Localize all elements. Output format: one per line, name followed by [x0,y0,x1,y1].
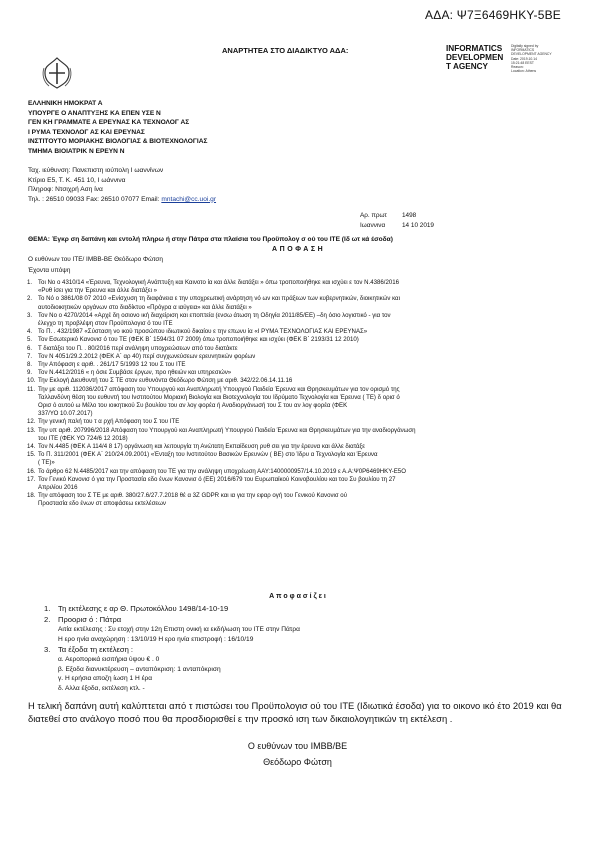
consideration-text: Το Π. . 432/1987 «Σύσταση νο ικού προσώπου ιδιωτικού δικαίου ε την επωνυ ία «Ι ΡΥΜΑ ΤΕΧΝΟΛΟΓΙΑΣ ΚΑΙ ΕΡΕΥΝΑΣ» [38,328,368,336]
consideration-number: 8. [27,361,33,369]
signatory-title: Ο ευθύνων του ΙΜΒΒ/ΒΕ [247,741,348,751]
consideration-number: 17. [27,475,36,483]
consideration-text: Ορισ ό αυτού ω Μέλο του ιοικητικού Συ βουλίου του αν λογ φορέα ή Αναδιοργάνωσή του Σ του αν λογ φορέα (ΦΕΚ [38,402,348,410]
contact-person: Πληροφ: Ντσιχρή Αση ίνα [28,186,103,193]
consideration-item [28,402,568,410]
consideration-item [28,435,568,443]
consideration-item [28,459,568,467]
consideration-text: Το Π. 311/2001 (ΦΕΚ Α΄ 210/24.09.2001) «Ένταξη του Ινστιτούτου Βασικών Ερευνών ( ΒΕ) στο Ίδρυ α Τεχνολογία και Έρευνα [38,451,378,459]
decision-number: 3. [44,645,51,654]
header-line: ΓΕΝ ΚΗ ΓΡΑΜΜΑΤΕ Α ΕΡΕΥΝΑΣ ΚΑ ΤΕΧΝΟΛΟΓ ΑΣ [28,119,190,126]
protocol-value: 1498 [402,212,417,219]
responsible-person: Ο ευθύνων του ΙΤΕ/ ΙΜΒΒ-ΒΕ Θεόδωρο Φώτση [28,256,163,263]
reference-block [360,211,434,231]
decision-item [44,644,300,655]
consideration-number: 15. [27,451,36,459]
decision-number: 1. [44,604,51,613]
decision-text: α. Αεροπορικά εισιτήρια ύψου € . 0 [58,656,160,663]
considerations-intro: Έχοντα υπόψη [28,267,71,274]
consideration-number: 11. [27,385,36,393]
consideration-text: Το άρθρο 62 Ν.4485/2017 και την απόφαση του ΤΕ για την ανάληψη υποχρέωση ΑΑΥ:1400000957/14.10.2019 ε Α.Α:Ψ0Ρ6469ΗΚΥ-Ε5Ο [38,467,406,475]
consideration-text: αυτοδιοικητικών οργάνων στο διαδίκτυο «Πρόγρα α ιαύγεια» και άλλε διατάξει » [38,303,252,311]
digital-signature-details [511,44,552,73]
consideration-text: Τ διατάξει του Π. . 80/2016 περί ανάληψη υποχρεώσεων από του διατάκτε [38,344,238,352]
place-label: Ιωαννινα [360,222,386,229]
consideration-item [28,418,568,426]
signature-detail: 15:21:48 EEST [511,60,534,65]
decision-text: Αιτία εκτέλεσης : Συ ετοχή στην 12η Επιστη ονική ια εκδήλωση του ΙΤΕ στην Πάτρα [58,626,300,633]
consideration-number: 5. [27,336,33,344]
consideration-item [28,500,568,508]
institution-header [28,99,207,156]
consideration-item [28,377,568,385]
consideration-text: έλεγχο τη προβλέψη στον Προϋπολογισ ό του ΙΤΕ [38,320,173,328]
decision-title: Α Π Ο Φ Α Σ Η [272,246,323,253]
consideration-number: 9. [27,369,33,377]
consideration-text: Τον Ν 4051/29.2.2012 (ΦΕΚ Α΄ αρ 40) περί συγχωνεύσεων ερευνητικών φορέων [38,352,256,360]
building: Κτίριο Ε5, Τ. Κ. 451 10, Ι ωάννινα [28,176,126,184]
decision-text: Προορισ ό : Πάτρα [58,615,122,624]
consideration-item [28,287,568,295]
consideration-number: 2. [27,295,33,303]
consideration-item [28,410,568,418]
signature-detail: Reason: [511,65,524,70]
consideration-number: 7. [27,352,33,360]
consideration-item [28,386,568,394]
consideration-text: ( ΤΕ)» [38,459,55,467]
decision-text: Η ερο ηνία αναχώρηση : 13/10/19 Η ερο ηνία επιστροφή : 16/10/19 [58,635,254,643]
consideration-number: 10. [27,377,36,385]
decision-number: 2. [44,615,51,624]
decision-item [44,603,300,614]
decision-item [44,614,300,625]
funding-paragraph: Η τελική δαπάνη αυτή καλύπτεται από τ πιστώσει του Προϋπολογισ ού του ΙΤΕ (Ιδιωτικά έσοδα) για το οικονο ικό έτο 2019 και θα διατεθεί στο ανάλογο ποσό που θα προσδιορισθεί ε την προσκό ιση των δικαιολογητικών τη εκτέλεση . [28,700,562,724]
consideration-item [28,427,568,435]
consideration-text: του ΙΤΕ (ΦΕΚ ΥΟ 724/6 12 2018) [38,434,128,442]
consideration-item [28,295,568,303]
decision-item [44,684,300,694]
consideration-text: Την Εκλογή Διευθυντή του Σ ΤΕ στον ευθυνόντα Θεόδωρο Φώτση με αριθ. 342/22.06.14.11.16 [38,377,293,385]
signature-detail: DEVELOPMENT AGENCY [511,52,552,57]
decision-items [44,603,300,693]
protocol-label: Αρ. πρωτ [360,212,387,219]
decision-item [44,625,300,635]
consideration-text: Τον Γενικό Κανονισ ό για την Προστασία εδο ένων Κανονισ ό (ΕΕ) 2016/679 του Ευρωπαϊκού Κοινοβουλίου και του Συ βουλίου τη 27 [38,475,396,483]
consideration-text: Το Νό ο 3861/08 07 2010 «Ενίσχυση τη διαφάνεια ε την υποχρεωτική ανάρτηση νό ων και πράξεων των κυβερνητικών, διοικητικών και [38,295,400,303]
consideration-number: 12. [27,418,36,426]
consideration-item [28,320,568,328]
consideration-item [28,476,568,484]
decides-title: Α π ο φ α σ ί ζ ε ι [269,593,326,600]
consideration-item [28,451,568,459]
consideration-item [28,328,568,336]
consideration-item [28,369,568,377]
consideration-text: Τον Ν.4485 (ΦΕΚ Α 114/4 8 17) οργάνωση και λειτουργία τη Ανώτατη Εκπαίδευση ρυθ σει για την έρευνα και άλλε διατάξε [38,443,365,451]
phone: Τηλ. : 26510 09033 Fax: 26510 07077 Email: [28,195,162,203]
address: Ταχ. ιεύθυνση: Πανεπιστη ιούπολη Ι ωαννίνων [28,167,164,174]
decision-text: Τη εκτέλεσης ε αρ Θ. Πρωτοκόλλου 1498/14-10-19 [58,604,229,613]
date-value: 14 10 2019 [402,222,434,229]
consideration-text: Προστασία εδο ένων στ αποφάσεω εκτελέσεων [38,500,166,508]
date-row [360,221,434,231]
decision-text: γ. Η ερήσια αποζη ίωση 1 Η έρα [58,675,153,682]
consideration-text: 337/ΥΟ 10.07.2017) [38,410,93,418]
header-line: ΤΜΗΜΑ ΒΙΟΙΑΤΡΙΚ Ν ΕΡΕΥΝ Ν [28,147,125,155]
consideration-number: 4. [27,328,33,336]
consideration-text: Απριλίου 2016 [38,484,78,492]
signature-detail: Digitally signed by [511,44,539,48]
phone-line [28,195,216,205]
consideration-text: Τον Εσωτερικό Κανονισ ό του ΤΕ (ΦΕΚ Β΄ 1594/31 07 2009) όπω τροποποιήθηκε και ισχύει (ΦΕΚ Β΄ 2193/31 12 2010) [38,336,359,344]
considerations-list [28,279,568,509]
consideration-item [28,361,568,369]
consideration-item [28,468,568,476]
decision-text: δ. Αλλα έξοδα, εκτέλεση κτλ. - [58,684,145,692]
consideration-item [28,492,568,500]
contact-info [28,166,216,204]
signature-line: INFORMATICS [446,44,503,53]
header-line: Ι ΡΥΜΑ ΤΕΧΝΟΛΟΓ ΑΣ ΚΑΙ ΕΡΕΥΝΑΣ [28,128,145,136]
decision-item [44,665,300,675]
consideration-number: 3. [27,311,33,319]
consideration-text: Την Απόφαση ε αριθ. . 261/17 5/1993 12 του Σ του ΙΤΕ [38,361,186,369]
ada-number: ΑΔΑ: Ψ7Ξ6469ΗΚΥ-5ΒΕ [425,8,561,22]
consideration-item [28,304,568,312]
posted-online-label: ΑΝΑΡΤΗΤΕΑ ΣΤΟ ΔΙΑΔΙΚΤΥΟ ΑΔΑ: [222,46,349,55]
consideration-item [28,312,568,320]
signature-line: DEVELOPMEN [446,53,504,62]
header-line: ΥΠΟΥΡΓΕ Ο ΑΝΑΠΤΥΞΗΣ ΚΑ ΕΠΕΝ ΥΣΕ Ν [28,109,161,117]
consideration-number: 14. [27,443,36,451]
decision-item [44,674,300,684]
consideration-text: Τον Ν.4412/2016 « η όσιε Συμβάσε έργων, προ ηθειών και υπηρεσιών» [38,369,232,377]
consideration-text: Τοι Νο ο 4310/14 «Έρευνα, Τεχνολογική Ανάπτυξη και Καινοτο ία και άλλε διατάξει » όπω τροποποιήθηκε και ισχύει ε τον Ν.4386/2016 [38,279,400,286]
decision-text: β. Εξοδα διανυκτέρευση – ανταπόκριση: 1 ανταπόκριση [58,665,221,673]
signature-stamp [446,44,503,71]
consideration-text: «Ρυθ ίσει για την Έρευνα και άλλε διατάξει » [38,287,158,295]
consideration-item [28,279,568,287]
consideration-text: Την υπ αριθ. 207996/2018 Απόφαση του Υπουργού και Αναπληρωτή Υπουργού Παιδεία Έρευνα και Θρησκευμάτων για την αναδιοργάνωση [38,426,416,434]
consideration-item [28,353,568,361]
protocol-number [360,211,417,221]
consideration-item [28,484,568,492]
consideration-number: 13. [27,426,36,434]
consideration-number: 1. [27,279,33,286]
decision-text: Τα έξοδα τη εκτέλεση : [58,645,134,654]
header-line: ΙΝΣΤΙΤΟΥΤΟ ΜΟΡΙΑΚΗΣ ΒΙΟΛΟΓΙΑΣ & ΒΙΟΤΕΧΝΟΛΟΓΙΑΣ [28,138,208,145]
signatory-name: Θεόδωρο Φώτση [263,757,332,767]
consideration-number: 18. [27,492,36,500]
header-line: ΕΛΛΗΝΙΚΗ ΗΜΟΚΡΑΤ Α [28,100,103,107]
consideration-text: Ταλλανδύνη θέση του ευθυντή του Ινστιτούτου Μοριακή Βιολογία και Βιοτεχνολογία του Ιδρύματο Τεχνολογία και Έρευνα ( ΤΕ) δ ορισ ό [38,393,400,401]
signature-detail: Location: Athens [511,69,537,74]
consideration-number: 6. [27,344,33,352]
consideration-number: 16. [27,467,36,475]
email-link[interactable]: mntachi@cc.uoi.gr [161,195,217,203]
consideration-text: Την με αριθ. 112036/2017 απόφαση του Υπουργού και Αναπληρωτή Υπουργού Παιδεία Έρευνα και Θρησκευμάτων για τον ορισμό της [38,385,400,393]
consideration-item [28,443,568,451]
decision-item [44,655,300,665]
consideration-text: Την γενική παλή του τ α ρχή Απόφαση του Σ του ΙΤΕ [38,418,180,426]
consideration-item [28,336,568,344]
subject-line: ΘΕΜΑ: Έγκρ ση δαπάνη και εντολή πληρω ή στην Πάτρα στα πλαίσια του Προϋπολογ σ ού του ΙΤΕ (Ιδ ωτ κά έσοδα) [28,236,393,243]
consideration-text: Τον Νο ο 4270/2014 «Αρχέ δη οσιονο ική διαχείριση και εποπτεία (ενσω άτωση τη Οδηγία 2011/85/ΕΕ) –δη όσιο λογιστικό - για τον [38,311,391,319]
consideration-item [28,345,568,353]
decision-item [44,635,300,645]
signature-detail: Date: 2019.10.14 [511,56,538,61]
consideration-text: Την απόφαση του Σ ΤΕ με αριθ. 380/27.6/27.7.2018 θέ α 3Ζ GDPR και ια για την εφαρ ογή του Γενικού Κανονισ ού [38,492,348,500]
signature-detail: INFORMATICS [511,48,535,53]
signature-line: T AGENCY [446,62,489,71]
greek-coat-of-arms-icon [40,56,74,90]
consideration-item [28,394,568,402]
